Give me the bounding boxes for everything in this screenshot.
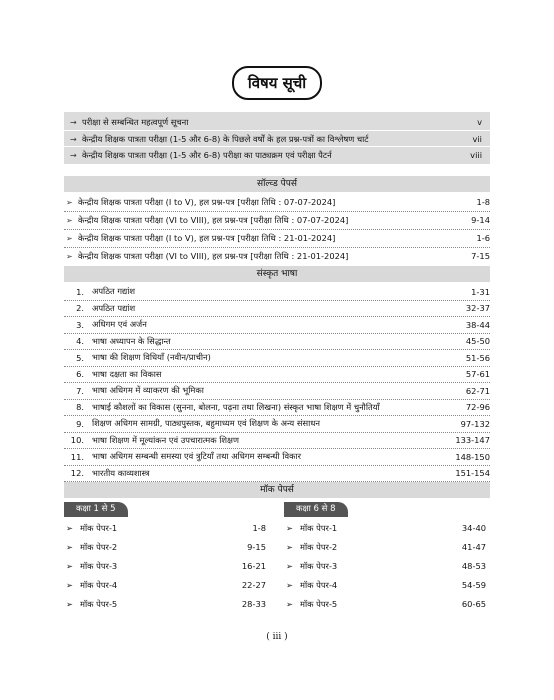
- page-title: विषय सूची: [232, 66, 322, 100]
- tab-class-1-5: कक्षा 1 से 5: [64, 502, 128, 517]
- solved-row: ➢ केन्द्रीय शिक्षक पात्रता परीक्षा (VI to VIII), हल प्रश्न-पत्र [परीक्षा तिथि : 21-01-2024] 7-15: [66, 250, 490, 261]
- mock-paper-title: मॉक पेपर-1: [80, 523, 118, 533]
- chapter-page: 133-147: [455, 435, 490, 445]
- chapter-page: 32-37: [465, 303, 490, 313]
- arrow-icon: ➢: [286, 599, 293, 609]
- chapter-page: 57-61: [465, 369, 490, 379]
- intro-row: → परीक्षा से सम्बन्धित महत्वपूर्ण सूचना v: [70, 116, 482, 127]
- chapter-page: 38-44: [465, 319, 490, 330]
- mock-paper-title: मॉक पेपर-5: [300, 599, 338, 609]
- arrow-icon: ➢: [66, 523, 73, 533]
- arrow-icon: ➢: [66, 561, 73, 571]
- mock-paper-row: [66, 561, 266, 572]
- arrow-icon: ➢: [66, 197, 73, 207]
- mock-paper-page: 9-15: [247, 542, 266, 552]
- mock-paper-row: [286, 542, 486, 553]
- arrow-icon: →: [70, 150, 77, 160]
- intro-row: → केन्द्रीय शिक्षक पात्रता परीक्षा (1-5 और 6-8) परीक्षा का पाठ्यक्रम एवं परीक्षा पैटर्न viii: [64, 146, 490, 163]
- mock-paper-row: [286, 580, 486, 591]
- mock-paper-row: [286, 599, 486, 610]
- chapter-row: [64, 400, 490, 415]
- mock-paper-row: [286, 523, 486, 534]
- chapter-row: [64, 433, 490, 448]
- chapter-number: 1.: [76, 286, 84, 297]
- chapter-number: 5.: [76, 352, 84, 363]
- solved-row: ➢ केन्द्रीय शिक्षक पात्रता परीक्षा (I to V), हल प्रश्न-पत्र [परीक्षा तिथि : 21-01-2024] 1-6: [66, 232, 490, 243]
- mock-paper-page: 28-33: [241, 599, 266, 609]
- chapter-row: [64, 383, 490, 398]
- chapter-title: शिक्षण अधिगम सामग्री, पाठ्यपुस्तक, बहुमाध्यम एवं शिक्षण के अन्य संसाधन: [92, 418, 320, 428]
- chapter-title: भाषा अध्यापन के सिद्धान्त: [92, 335, 171, 346]
- mock-paper-title: मॉक पेपर-4: [300, 580, 338, 590]
- chapter-row: [64, 466, 490, 481]
- chapter-page: 51-56: [465, 352, 490, 363]
- arrow-icon: ➢: [286, 542, 293, 552]
- arrow-icon: ➢: [66, 251, 73, 261]
- section-header-sanskrit: संस्कृत भाषा: [64, 266, 490, 282]
- arrow-icon: →: [70, 117, 77, 127]
- chapter-row: [64, 449, 490, 464]
- arrow-icon: ➢: [66, 580, 73, 590]
- intro-row: → केन्द्रीय शिक्षक पात्रता परीक्षा (1-5 और 6-8) के पिछले वर्षों के हल प्रश्न-पत्रों का विश्लेषण चार्ट vii: [64, 130, 490, 147]
- arrow-icon: ➢: [66, 233, 73, 243]
- chapter-number: 3.: [76, 319, 84, 330]
- mock-paper-row: [66, 599, 266, 610]
- chapter-title: अधिगम एवं अर्जन: [92, 319, 147, 329]
- chapter-row: [64, 334, 490, 349]
- chapter-title: अपठित गद्यांश: [92, 286, 136, 296]
- chapter-title: भाषा अधिगम सम्बन्धी समस्या एवं त्रुटियाँ तथा अधिगम सम्बन्धी विकार: [92, 451, 301, 461]
- solved-row: ➢ केन्द्रीय शिक्षक पात्रता परीक्षा (VI to VIII), हल प्रश्न-पत्र [परीक्षा तिथि : 07-07-2024] 9-14: [66, 214, 490, 225]
- chapter-title: भाषाई कौशलों का विकास (सुनना, बोलना, पढ़ना तथा लिखना) संस्कृत भाषा शिक्षण में चुनौतियाँ: [92, 401, 380, 412]
- chapter-number: 8.: [76, 402, 84, 412]
- chapter-number: 2.: [76, 303, 84, 313]
- mock-paper-row: [66, 580, 266, 591]
- chapter-number: 4.: [76, 336, 84, 346]
- solved-row: ➢ केन्द्रीय शिक्षक पात्रता परीक्षा (I to V), हल प्रश्न-पत्र [परीक्षा तिथि : 07-07-2024] 1-8: [66, 196, 490, 207]
- chapter-page: 72-96: [465, 402, 490, 412]
- arrow-icon: ➢: [286, 561, 293, 571]
- chapter-page: 62-71: [465, 385, 490, 396]
- mock-paper-page: 16-21: [241, 561, 266, 571]
- mock-paper-page: 22-27: [241, 580, 266, 590]
- arrow-icon: ➢: [66, 599, 73, 609]
- arrow-icon: ➢: [66, 542, 73, 552]
- chapter-number: 12.: [70, 468, 84, 478]
- chapter-number: 6.: [76, 369, 84, 379]
- chapter-page: 148-150: [455, 451, 490, 462]
- chapter-title: भाषा शिक्षण में मूल्यांकन एवं उपचारात्मक शिक्षण: [92, 434, 239, 445]
- mock-paper-row: [66, 542, 266, 553]
- arrow-icon: →: [70, 134, 77, 144]
- mock-paper-page: 54-59: [461, 580, 486, 590]
- chapter-title: भाषा की शिक्षण विधियाँ (नवीन/प्राचीन): [92, 352, 211, 362]
- arrow-icon: ➢: [286, 523, 293, 533]
- chapter-number: 10.: [70, 435, 84, 445]
- section-header-solved: सॉल्व्ड पेपर्स: [64, 176, 490, 192]
- mock-paper-page: 48-53: [461, 561, 486, 571]
- mock-paper-title: मॉक पेपर-4: [80, 580, 118, 590]
- mock-paper-page: 60-65: [461, 599, 486, 609]
- chapter-row: [64, 367, 490, 382]
- chapter-page: 45-50: [465, 336, 490, 346]
- chapter-number: 7.: [76, 385, 84, 396]
- mock-paper-title: मॉक पेपर-2: [80, 542, 118, 552]
- mock-paper-title: मॉक पेपर-3: [300, 561, 338, 571]
- chapter-row: [64, 284, 490, 299]
- chapter-row: [64, 301, 490, 316]
- section-header-mock: मॉक पेपर्स: [64, 482, 490, 498]
- chapter-title: भाषा अधिगम में व्याकरण की भूमिका: [92, 385, 204, 395]
- arrow-icon: ➢: [286, 580, 293, 590]
- chapter-page: 151-154: [455, 468, 490, 478]
- chapter-title: भारतीय काव्यशास्त्र: [92, 467, 150, 478]
- arrow-icon: ➢: [66, 215, 73, 225]
- chapter-row: [64, 416, 490, 431]
- chapter-number: 11.: [70, 451, 84, 462]
- mock-paper-page: 41-47: [461, 542, 486, 552]
- page-number: ( iii ): [266, 632, 288, 642]
- mock-paper-row: [286, 561, 486, 572]
- chapter-row: [64, 350, 490, 365]
- chapter-title: अपठित पद्यांश: [92, 302, 136, 313]
- chapter-page: 97-132: [460, 418, 490, 429]
- mock-paper-title: मॉक पेपर-2: [300, 542, 338, 552]
- mock-paper-title: मॉक पेपर-3: [80, 561, 118, 571]
- mock-paper-title: मॉक पेपर-1: [300, 523, 338, 533]
- tab-class-6-8: कक्षा 6 से 8: [284, 502, 348, 517]
- chapter-title: भाषा दक्षता का विकास: [92, 368, 162, 379]
- mock-paper-page: 1-8: [252, 523, 266, 533]
- chapter-page: 1-31: [471, 286, 490, 297]
- mock-paper-title: मॉक पेपर-5: [80, 599, 118, 609]
- chapter-row: [64, 317, 490, 332]
- chapter-number: 9.: [76, 418, 84, 429]
- mock-paper-page: 34-40: [461, 523, 486, 533]
- mock-paper-row: [66, 523, 266, 534]
